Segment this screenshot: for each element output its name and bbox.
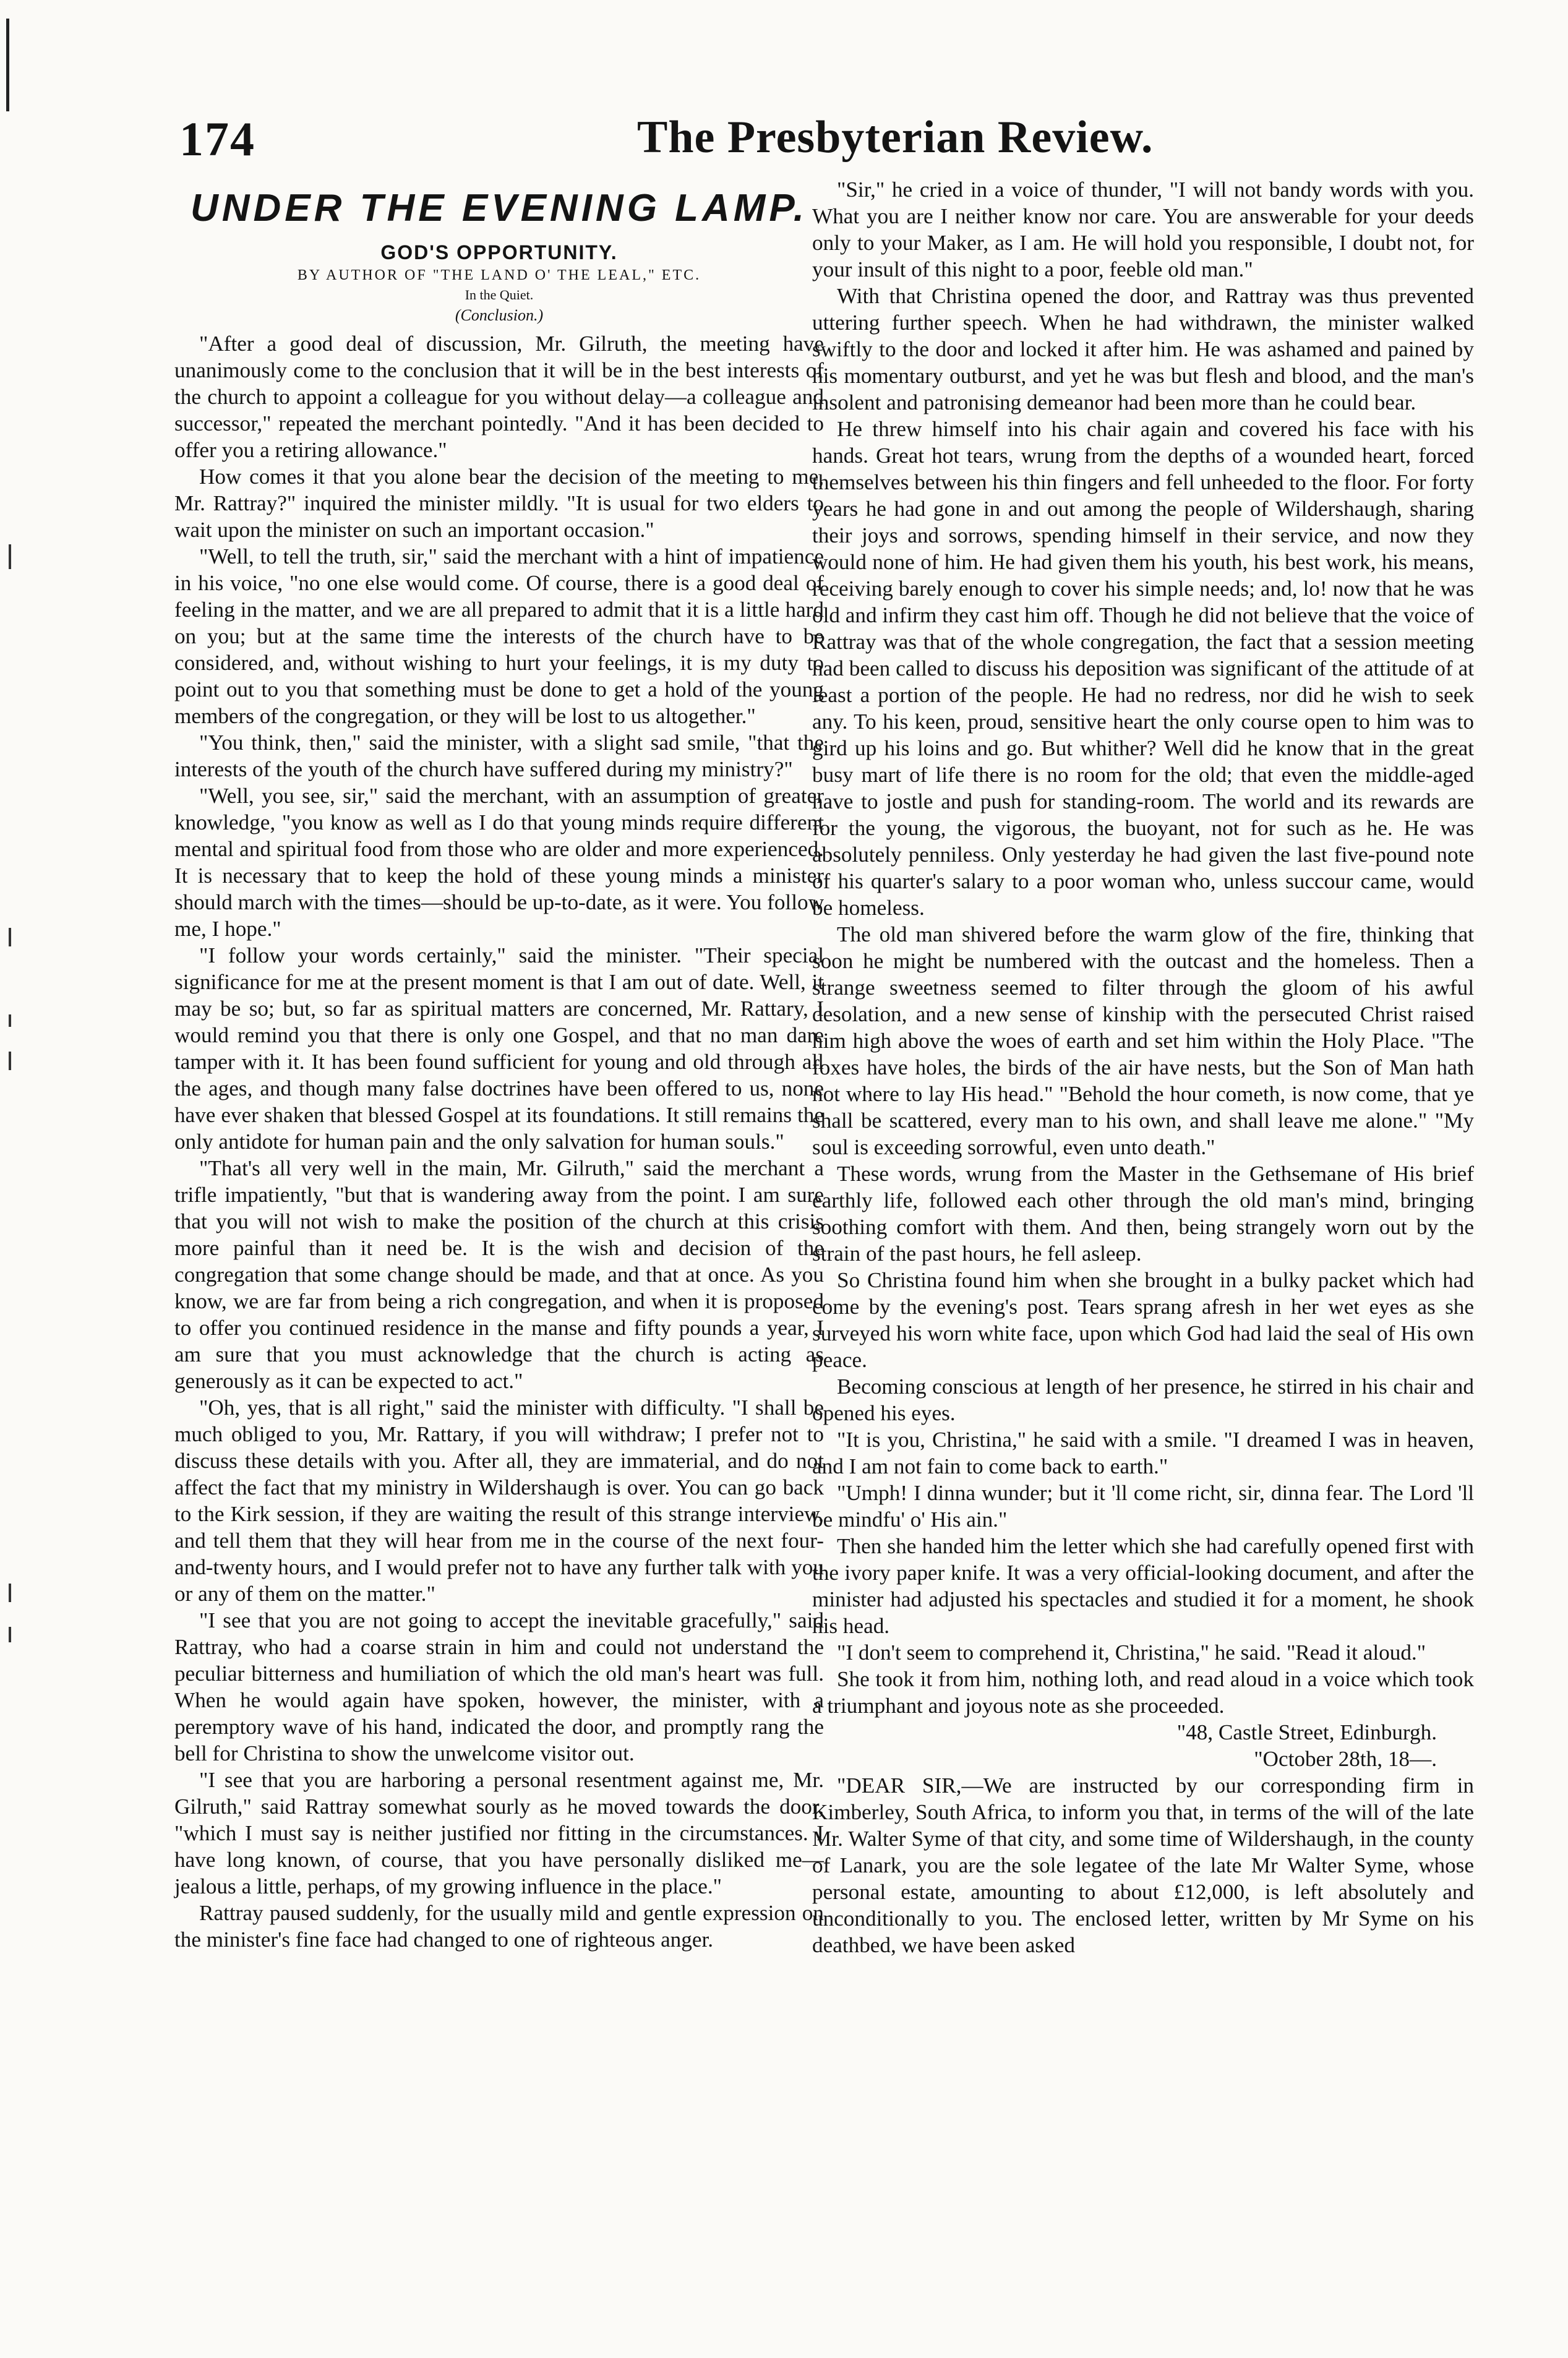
- paragraph: "I follow your words certainly," said the minister. "Their special significance for me at the present moment is that I am out of date. Well, it may be so; but, so far as spiritual matters are concerned, Mr. Rattary, I would remind you that there is only one Gospel, and that no man dare tamper with it. It has been found sufficient for young and old through all the ages, and though many false doctrines have been offered to us, none have ever shaken that blessed Gospel at its foundations. It still remains the only antidote for human pain and the only salvation for human souls.": [174, 943, 824, 1154]
- paragraph: The old man shivered before the warm glow of the fire, thinking that soon he might be numbered with the outcast and the homeless. Then a strange sweetness seemed to filter through the gloom of his awful desolation, and a new sense of kinship with the persecuted Christ raised him high above the woes of earth and set him within the Holy Place. "The foxes have holes, the birds of the air have nests, but the Son of Man hath not where to lay His head." "Behold the hour cometh, is now come, that ye shall be scattered, every man to his own, and shall leave me alone." "My soul is exceeding sorrowful, even unto death.": [812, 922, 1474, 1159]
- paragraph: "You think, then," said the minister, with a slight sad smile, "that the interests of the youth of the church have suffered during my ministry?": [174, 731, 824, 781]
- paragraph: Rattray paused suddenly, for the usually mild and gentle expression on the minister's fine face had changed to one of righteous anger.: [174, 1901, 824, 1952]
- paragraph: "Well, you see, sir," said the merchant, with an assumption of greater knowledge, "you know as well as I do that young minds require different mental and spiritual food from those who are older and more experienced. It is necessary that to keep the hold of these young minds a minister should march with the times—should be up-to-date, as it were. You follow me, I hope.": [174, 784, 824, 941]
- page-number: 174: [179, 112, 255, 166]
- paragraph: "After a good deal of discussion, Mr. Gilruth, the meeting have unanimously come to the conclusion that it will be in the best interests of the church to appoint a colleague for you without delay—a colleague and successor," repeated the merchant pointedly. "And it has been decided to offer you a retiring allowance.": [174, 332, 824, 462]
- paragraph: How comes it that you alone bear the decision of the meeting to me, Mr. Rattray?" inquired the minister mildly. "It is usual for two elders to wait upon the minister on such an important occasion.": [174, 465, 824, 542]
- left-column: [174, 186, 824, 1953]
- paragraph: Then she handed him the letter which she had carefully opened first with the ivory paper knife. It was a very official-looking document, and after the minister had adjusted his spectacles and studied it for a moment, he shook his head.: [812, 1534, 1474, 1638]
- byline-sub: In the Quiet.: [465, 287, 534, 302]
- paragraph: "Sir," he cried in a voice of thunder, "I will not bandy words with you. What you are I neither know nor care. You are answerable for your deeds only to your Maker, as I am. He will hold you responsible, I doubt not, for your insult of this night to a poor, feeble old man.": [812, 178, 1474, 281]
- paragraph: Becoming conscious at length of her presence, he stirred in his chair and opened his eyes.: [812, 1374, 1474, 1425]
- paragraph: "Oh, yes, that is all right," said the minister with difficulty. "I shall be much obliged to you, Mr. Rattary, if you will withdraw; I prefer not to discuss these details with you. After all, they are immaterial, and do not affect the fact that my ministry in Wildershaugh is over. You can go back to the Kirk session, if they are waiting the result of this strange interview, and tell them that they will hear from me in the course of the next four-and-twenty hours, and I would prefer not to have any further talk with you or any of them on the matter.": [174, 1396, 824, 1606]
- paragraph: "I see that you are not going to accept the inevitable gracefully," said Rattray, who had a coarse strain in him and could not understand the peculiar bitterness and humiliation of which the old man's heart was full. When he would again have spoken, however, the minister, with a peremptory wave of his hand, indicated the door, and promptly rang the bell for Christina to show the unwelcome visitor out.: [174, 1608, 824, 1765]
- letter-body: "DEAR SIR,—We are instructed by our corresponding firm in Kimberley, South Africa, to inform you that, in terms of the will of the late Mr. Walter Syme of that city, and some time of Wildershaugh, in the county of Lanark, you are the sole legatee of the late Mr Walter Syme, whose personal estate, amounting to about £12,000, is left absolutely and unconditionally to you. The enclosed letter, written by Mr Syme on his deathbed, we have been asked: [812, 1773, 1474, 1957]
- continuation-note: (Conclusion.): [455, 306, 544, 324]
- letter-date: "October 28th, 18—.: [1254, 1747, 1437, 1771]
- letter-address: "48, Castle Street, Edinburgh.: [1176, 1720, 1437, 1744]
- story-title: GOD'S OPPORTUNITY.: [380, 241, 618, 264]
- section-title: UNDER THE EVENING LAMP.: [190, 187, 808, 229]
- byline: BY AUTHOR OF "THE LAND O' THE LEAL," ETC.: [297, 267, 701, 283]
- paragraph: "Umph! I dinna wunder; but it 'll come richt, sir, dinna fear. The Lord 'll be mindfu' o' His ain.": [812, 1481, 1474, 1532]
- paragraph: So Christina found him when she brought in a bulky packet which had come by the evening's post. Tears sprang afresh in her wet eyes as she surveyed his worn white face, upon which God had laid the seal of His own peace.: [812, 1268, 1474, 1372]
- paragraph: With that Christina opened the door, and Rattray was thus prevented uttering further speech. When he had withdrawn, the minister walked swiftly to the door and locked it after him. He was ashamed and pained by his momentary outburst, and yet he was but flesh and blood, and the man's insolent and patronising demeanor had been more than he could bear.: [812, 284, 1474, 414]
- paragraph: "I see that you are harboring a personal resentment against me, Mr. Gilruth," said Rattray somewhat sourly as he moved towards the door, "which I must say is neither justified nor fitting in the circumstances. I have long known, of course, that you have personally disliked me—jealous a little, perhaps, of my growing influence in the place.": [174, 1768, 824, 1898]
- paragraph: He threw himself into his chair again and covered his face with his hands. Great hot tears, wrung from the depths of a wounded heart, forced themselves between his thin fingers and fell unheeded to the floor. For forty years he had gone in and out among the people of Wildershaugh, sharing their joys and sorrows, spending himself in their service, and now they would none of him. He had given them his youth, his best work, his means, receiving barely enough to cover his simple needs; and, lo! now that he was old and infirm they cast him off. Though he did not believe that the voice of Rattray was that of the whole congregation, the fact that a session meeting had been called to discuss his deposition was significant of the attitude of at least a portion of the people. He had no redress, nor did he wish to seek any. To his keen, proud, sensitive heart the only course open to him was to gird up his loins and go. But whither? Well did he know that in the great busy mart of life there is no room for the old; that even the middle-aged have to jostle and push for standing-room. The world and its rewards are for the young, the vigorous, the buoyant, not for such as he. He was absolutely penniless. Only yesterday he had given the last five-pound note of his quarter's salary to a poor woman who, unless succour came, would be homeless.: [812, 417, 1474, 920]
- journal-title: The Presbyterian Review.: [637, 112, 1154, 163]
- paragraph: "That's all very well in the main, Mr. Gilruth," said the merchant a trifle impatiently, "but that is wandering away from the point. I am sure that you will not wish to make the position of the church at this crisis more painful than it need be. It is the wish and decision of the congregation that some change should be made, and that at once. As you know, we are far from being a rich congregation, and when it is proposed to offer you continued residence in the manse and fifty pounds a year, I am sure that you must acknowledge that the church is acting as generously as it can be expected to act.": [174, 1156, 824, 1393]
- paragraph: "Well, to tell the truth, sir," said the merchant with a hint of impatience in his voice, "no one else would come. Of course, there is a good deal of feeling in the matter, and we are all prepared to admit that it is a little hard on you; but at the same time the interests of the church have to be considered, and, without wishing to hurt your feelings, it is my duty to point out to you that something must be done to get a hold of the young members of the congregation, or they will be lost to us altogether.": [174, 544, 824, 728]
- margin-marks: [0, 0, 25, 2358]
- paragraph: She took it from him, nothing loth, and read aloud in a voice which took a triumphant and joyous note as she proceeded.: [812, 1667, 1474, 1718]
- paragraph: These words, wrung from the Master in the Gethsemane of His brief earthly life, followed each other through the old man's mind, bringing soothing comfort with them. And then, being strangely worn out by the strain of the past hours, he fell asleep.: [812, 1162, 1474, 1266]
- right-column: [812, 176, 1474, 1958]
- paragraph: "I don't seem to comprehend it, Christina," he said. "Read it aloud.": [837, 1640, 1426, 1665]
- paragraph: "It is you, Christina," he said with a smile. "I dreamed I was in heaven, and I am not fain to come back to earth.": [812, 1428, 1474, 1478]
